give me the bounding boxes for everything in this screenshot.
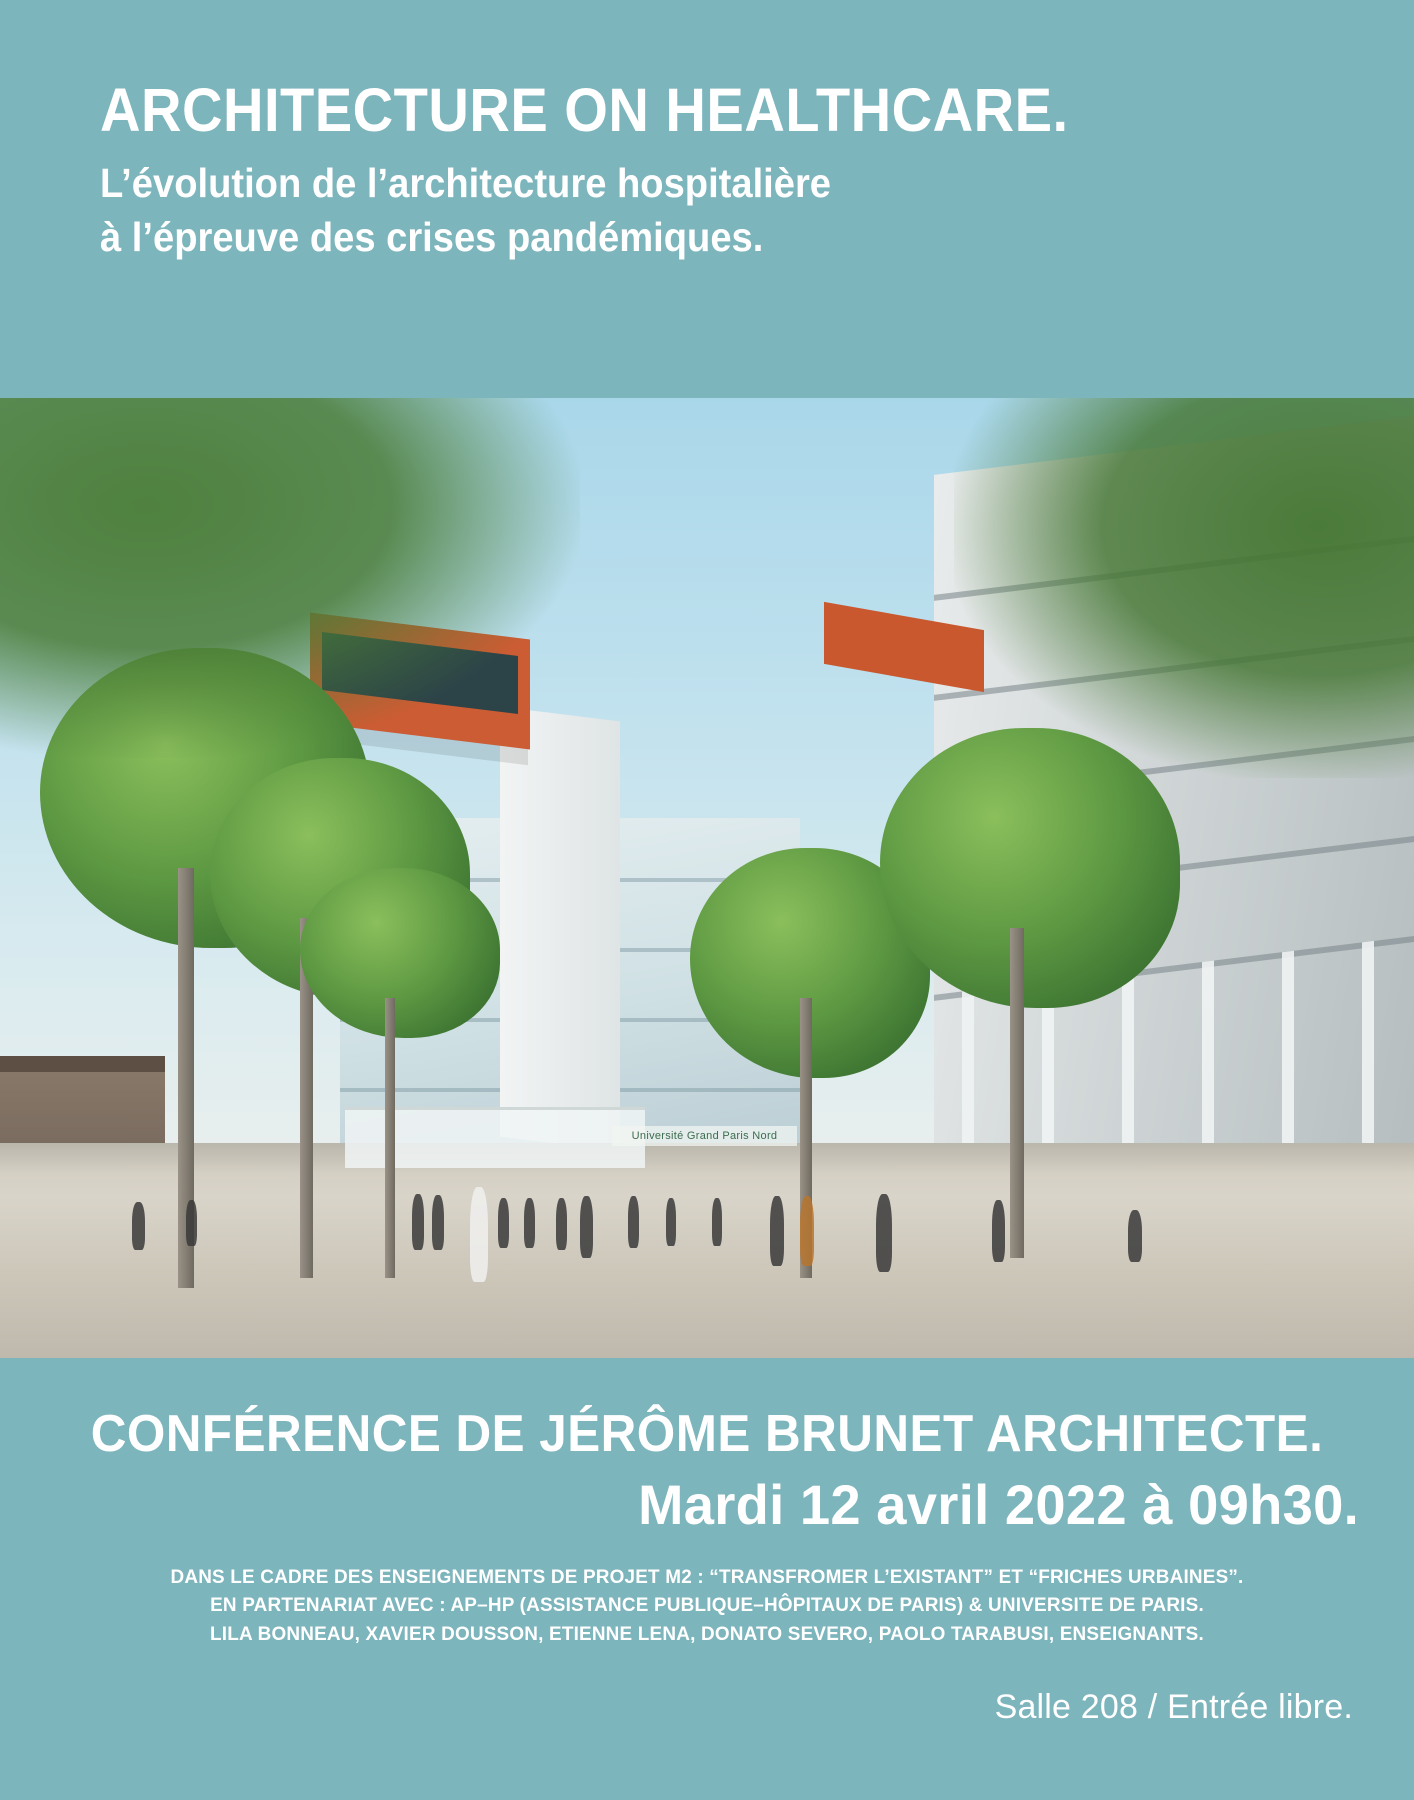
cyclist bbox=[876, 1194, 892, 1272]
pedestrian bbox=[992, 1200, 1005, 1262]
pedestrian bbox=[524, 1198, 535, 1248]
room-info: Salle 208 / Entrée libre. bbox=[994, 1687, 1353, 1726]
pedestrian bbox=[580, 1196, 593, 1258]
tree bbox=[300, 868, 500, 1038]
credits-line-1: DANS LE CADRE DES ENSEIGNEMENTS DE PROJET M2 : “TRANSFROMER L’EXISTANT” ET “FRICHES URBAINES”. bbox=[170, 1566, 1244, 1588]
poster-header bbox=[0, 0, 1414, 398]
pedestrian bbox=[432, 1195, 444, 1250]
left-white-building bbox=[500, 707, 620, 1152]
subtitle-line-2: à l’épreuve des crises pandémiques. bbox=[100, 214, 764, 261]
credits-line-3: LILA BONNEAU, XAVIER DOUSSON, ETIENNE LENA, DONATO SEVERO, PAOLO TARABUSI, ENSEIGNANTS. bbox=[210, 1622, 1204, 1645]
credits-block bbox=[65, 1563, 1349, 1648]
cyclist bbox=[132, 1202, 145, 1250]
pedestrian bbox=[186, 1200, 197, 1246]
pedestrian bbox=[628, 1196, 639, 1248]
conference-title: CONFÉRENCE DE JÉRÔME BRUNET ARCHITECTE. bbox=[90, 1405, 1324, 1463]
tree-trunk bbox=[1010, 928, 1024, 1258]
pedestrian bbox=[498, 1198, 509, 1248]
subtitle-line-1: L’évolution de l’architecture hospitalière bbox=[100, 160, 832, 207]
foliage-overlay-right bbox=[954, 398, 1414, 778]
plaza-ground bbox=[0, 1143, 1414, 1358]
hero-image bbox=[0, 398, 1414, 1358]
pedestrian bbox=[412, 1194, 424, 1250]
pedestrian bbox=[712, 1198, 722, 1246]
conference-date: Mardi 12 avril 2022 à 09h30. bbox=[638, 1473, 1359, 1536]
seated-person bbox=[1128, 1210, 1142, 1262]
tree-trunk bbox=[385, 998, 395, 1278]
poster-footer bbox=[0, 1358, 1414, 1800]
pedestrian bbox=[556, 1198, 567, 1250]
page-title: ARCHITECTURE ON HEALTHCARE. bbox=[100, 76, 1069, 144]
pedestrian bbox=[470, 1187, 488, 1282]
credits-line-2: EN PARTENARIAT AVEC : AP–HP (ASSISTANCE PUBLIQUE–HÔPITAUX DE PARIS) & UNIVERSITE DE PARIS. bbox=[210, 1594, 1204, 1617]
building-sign: Université Grand Paris Nord bbox=[612, 1126, 797, 1146]
pedestrian bbox=[800, 1196, 814, 1266]
foliage-overlay-left bbox=[0, 398, 580, 758]
pedestrian bbox=[666, 1198, 676, 1246]
pedestrian bbox=[770, 1196, 784, 1266]
